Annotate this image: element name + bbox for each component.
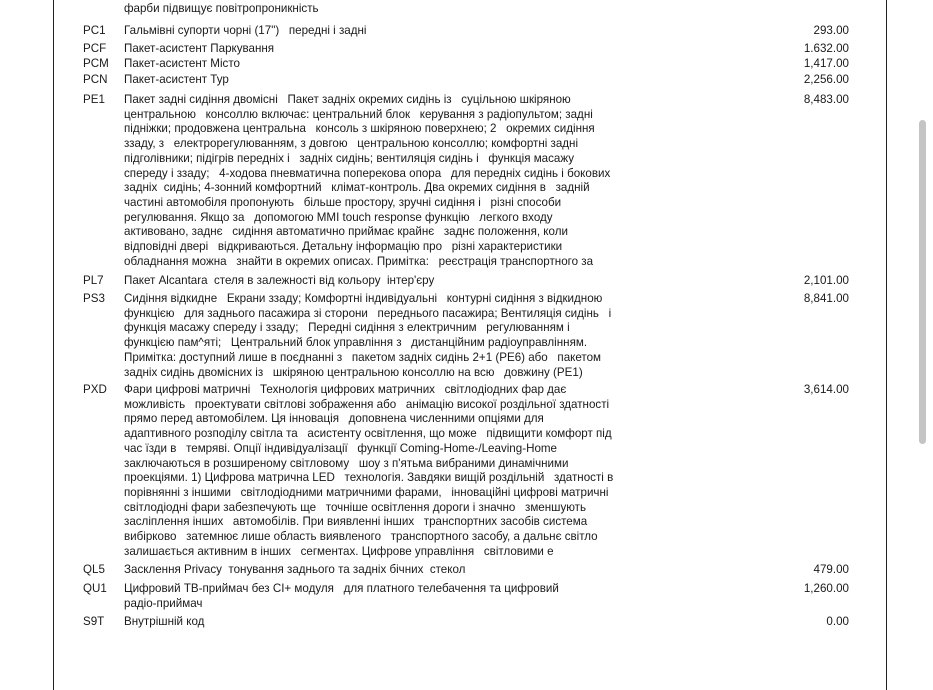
option-description: Пакет-асистент Місто <box>124 57 240 70</box>
option-description: Пакет задні сидіння двомісні Пакет задніх окремих сидінь із суцільною шкіряною центральною консоллю включає: центральний блок керування з радіопультом; задні підніжки; продовжена центральна консоль з шкіряною поверхнею; 2 окремих сидіння ззаду, з електрорегулюванням, з довгою центральною консоллю; комфортні задні підголівники; підігрів передніх і задніх сидінь; вентиляція сидінь і функція масажу спереду і ззаду; 4-ходова пневматична поперекова опора для передніх сидінь і бокових задніх сидінь; 4-зонний комфортний клімат-контроль. Два окремих сидіння в задній частині автомобіля пропонують більше простору, зручні сидіння і різні способи регулювання. Якщо за допомогою MMI touch response функцію легкого входу активовано, заднє сидіння автоматично приймає крайнє заднє положення, коли відповідні двері відкриваються. Детальну інформацію про різні характеристики обладнання можна знайти в окремих описах. Примітка: реєстрація транспортного за <box>124 93 611 268</box>
option-price: 293.00 <box>813 24 849 37</box>
option-description: Сидіння відкидне Екрани ззаду; Комфортні індивідуальні контурні сидіння з відкидною функцією для заднього пасажира зі сторони переднього пасажира; Вентиляція сидінь і функція масажу спереду і ззаду; Передні сидіння з електричним регулюванням і функцією пам^яті; Центральний блок управління з дистанційним радіоуправлінням. Примітка: доступний лише в поєднанні з пакетом задніх сидінь 2+1 (PE6) або пакетом задніх сидінь двомісних із шкіряною центральною консоллю на всю довжину (PE1) <box>124 292 612 379</box>
vertical-scrollbar[interactable] <box>919 120 926 444</box>
option-description: Гальмівні супорти чорні (17") передні і задні <box>124 24 367 37</box>
option-code: PCN <box>83 73 108 86</box>
option-price: 2,256.00 <box>803 73 849 86</box>
option-price: 8,483.00 <box>803 93 849 106</box>
document-page <box>53 0 887 690</box>
option-description: Внутрішній код <box>124 615 205 628</box>
option-code: PL7 <box>83 274 104 287</box>
option-code: PCF <box>83 42 107 55</box>
option-price: 3,614.00 <box>803 383 849 396</box>
option-description: Фари цифрові матричні Технологія цифрових матричних світлодіодних фар дає можливість проектувати світлові зображення або анімацію високої роздільної здатності прямо перед автомобілем. Ця інновація доповнена численними опціями для адаптивного розподілу світла та асистенту освітлення, що може підвищити комфорт під час їзди в темряві. Опції індивідуалізації функції Coming-Home-/Leaving-Home заключаються в розширеному світловому шоу з п'ятьма вибраними динамічними проекціями. 1) Цифрова матрична LED технологія. Завдяки вищій роздільній здатності в порівнянні з іншими світлодіодними матричними фарами, інноваційні цифрові матричні світлодіодні фари забезпечують ще точніше освітлення дороги і значно зменшують засліплення інших автомобілів. При виявленні інших транспортних засобів система вибірково затемнює лише область виявленого транспортного засобу, а дальнє світло залишається активним в інших сегментах. Цифрове управління світловими е <box>124 383 614 558</box>
option-code: S9T <box>83 615 105 628</box>
option-code: PC1 <box>83 24 106 37</box>
option-description: Пакет-асистент Тур <box>124 73 229 86</box>
option-description: фарби підвищує повітропроникність <box>124 1 319 15</box>
option-description: Пакет Alcantara стеля в залежності від кольору інтер'єру <box>124 274 435 287</box>
option-code: QL5 <box>83 563 105 576</box>
option-code: PCM <box>83 57 109 70</box>
option-description: Цифровий ТВ-приймач без CI+ модуля для платного телебачення та цифровий радіо-приймач <box>124 582 559 610</box>
option-price: 2,101.00 <box>803 274 849 287</box>
option-price: 1,417.00 <box>803 57 849 70</box>
option-description: Пакет-асистент Паркування <box>124 42 275 55</box>
option-description: Засклення Privacy тонування заднього та задніх бічних стекол <box>124 563 466 576</box>
option-price: 479.00 <box>813 563 849 576</box>
option-price: 1,260.00 <box>803 582 849 595</box>
option-price: 0.00 <box>826 615 849 628</box>
option-code: PS3 <box>83 292 105 305</box>
option-price: 8,841.00 <box>803 292 849 305</box>
option-code: PE1 <box>83 93 105 106</box>
option-code: PXD <box>83 383 107 396</box>
option-code: QU1 <box>83 582 107 595</box>
option-price: 1.632.00 <box>803 42 849 55</box>
